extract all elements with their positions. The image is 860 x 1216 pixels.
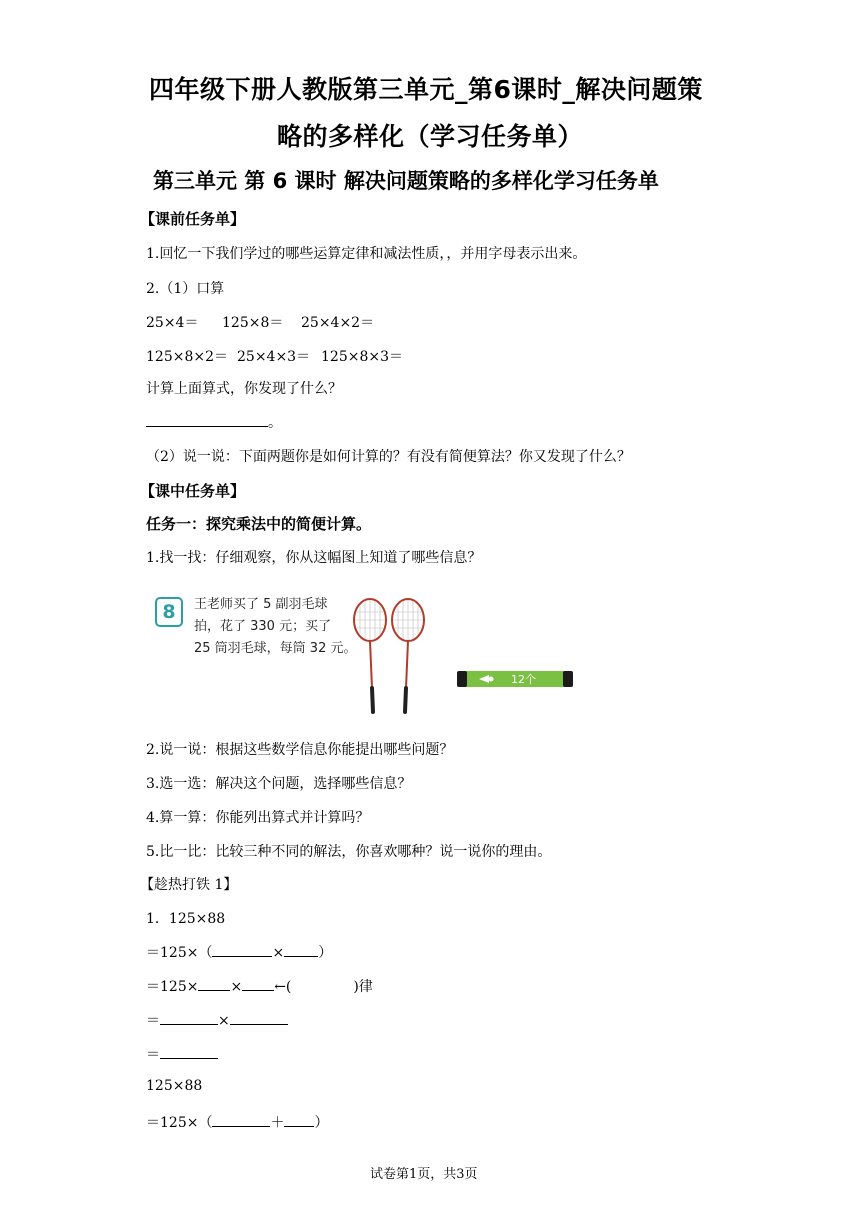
expr-text: ＋ bbox=[270, 1115, 285, 1131]
task-1-question-1: 1.找一找：仔细观察，你从这幅图上知道了哪些信息？ bbox=[146, 550, 482, 566]
task-1-question-2: 2.说一说：根据这些数学信息你能提出哪些问题？ bbox=[146, 742, 454, 758]
expr-text: )律 bbox=[353, 979, 373, 995]
task-1-question-5: 5.比一比：比较三种不同的解法，你喜欢哪种？说一说你的理由。 bbox=[146, 844, 552, 860]
problem-text-line: 拍，花了 330 元；买了 bbox=[194, 619, 332, 634]
answer-blank[interactable] bbox=[284, 1112, 314, 1127]
practice-1-line-1: 1．125×88 bbox=[146, 911, 226, 927]
expr-text: ＝ bbox=[146, 1047, 160, 1063]
expr-text: ＝125× bbox=[146, 979, 199, 995]
question-find: 计算上面算式，你发现了什么？ bbox=[146, 381, 342, 397]
practice-2-line-2 bbox=[146, 1112, 328, 1132]
calc-item: 25×4×2＝ bbox=[301, 315, 375, 331]
expr-text: ←( bbox=[274, 979, 292, 995]
question-1: 1.回忆一下我们学过的哪些运算定律和减法性质，，并用字母表示出来。 bbox=[146, 246, 587, 262]
expr-text: ＝125×（ bbox=[146, 945, 213, 961]
badminton-illustration bbox=[152, 592, 592, 716]
problem-text-line: 王老师买了 5 副羽毛球 bbox=[194, 597, 328, 612]
practice-2-line-1: 125×88 bbox=[146, 1078, 203, 1094]
shuttlecock-tube bbox=[457, 670, 573, 688]
answer-blank[interactable] bbox=[230, 1010, 288, 1025]
doc-title-line2: 略的多样化（学习任务单） bbox=[277, 122, 584, 151]
problem-text-line: 25 筒羽毛球，每筒 32 元。 bbox=[194, 641, 357, 656]
question-2-2: （2）说一说：下面两题你是如何计算的？有没有简便算法？你又发现了什么？ bbox=[146, 449, 631, 465]
doc-title-line1: 四年级下册人教版第三单元_第6课时_解决问题策 bbox=[149, 75, 703, 104]
practice-1-line-4 bbox=[146, 1010, 288, 1030]
page-footer: 试卷第1页，共3页 bbox=[370, 1167, 478, 1182]
question-2: 2.（1）口算 bbox=[146, 281, 225, 297]
expr-text: ） bbox=[318, 945, 333, 961]
answer-blank[interactable] bbox=[212, 942, 272, 957]
answer-blank[interactable] bbox=[198, 976, 230, 991]
answer-blank[interactable] bbox=[160, 1044, 218, 1059]
expr-text: ） bbox=[314, 1115, 329, 1131]
answer-blank[interactable] bbox=[284, 942, 318, 957]
answer-line bbox=[146, 412, 282, 432]
task-1-question-4: 4.算一算：你能列出算式并计算吗？ bbox=[146, 810, 370, 826]
answer-blank[interactable] bbox=[212, 1112, 270, 1127]
answer-blank[interactable] bbox=[146, 412, 268, 427]
expr-text: × bbox=[272, 945, 285, 961]
doc-subtitle: 第三单元 第 6 课时 解决问题策略的多样化学习任务单 bbox=[153, 169, 659, 193]
task-1-question-3: 3.选一选：解决这个问题，选择哪些信息？ bbox=[146, 776, 412, 792]
answer-blank[interactable] bbox=[160, 1010, 218, 1025]
calc-item: 125×8＝ bbox=[222, 315, 284, 331]
task-1-title: 任务一：探究乘法中的简便计算。 bbox=[146, 515, 372, 533]
in-class-header: 【课中任务单】 bbox=[140, 482, 246, 500]
badminton-rackets-icon bbox=[350, 598, 440, 716]
problem-number-badge: 8 bbox=[155, 597, 183, 627]
practice-1-line-5 bbox=[146, 1044, 218, 1064]
calc-item: 25×4×3＝ bbox=[237, 349, 311, 365]
calc-item: 125×8×3＝ bbox=[321, 349, 403, 365]
pre-class-header: 【课前任务单】 bbox=[140, 210, 246, 228]
problem-text bbox=[194, 594, 356, 660]
expr-text: ＝ bbox=[146, 1013, 160, 1029]
expr-text: ＝125×（ bbox=[146, 1115, 213, 1131]
period: 。 bbox=[268, 415, 282, 431]
practice-1-line-3 bbox=[146, 976, 373, 996]
calc-item: 125×8×2＝ bbox=[146, 349, 228, 365]
expr-text: × bbox=[218, 1013, 230, 1029]
expr-text: × bbox=[230, 979, 243, 995]
tube-label: 12个 bbox=[511, 673, 536, 686]
answer-blank[interactable] bbox=[242, 976, 274, 991]
practice-1-line-2 bbox=[146, 942, 332, 962]
calc-item: 25×4＝ bbox=[146, 315, 199, 331]
practice-header: 【趁热打铁 1】 bbox=[140, 877, 238, 893]
